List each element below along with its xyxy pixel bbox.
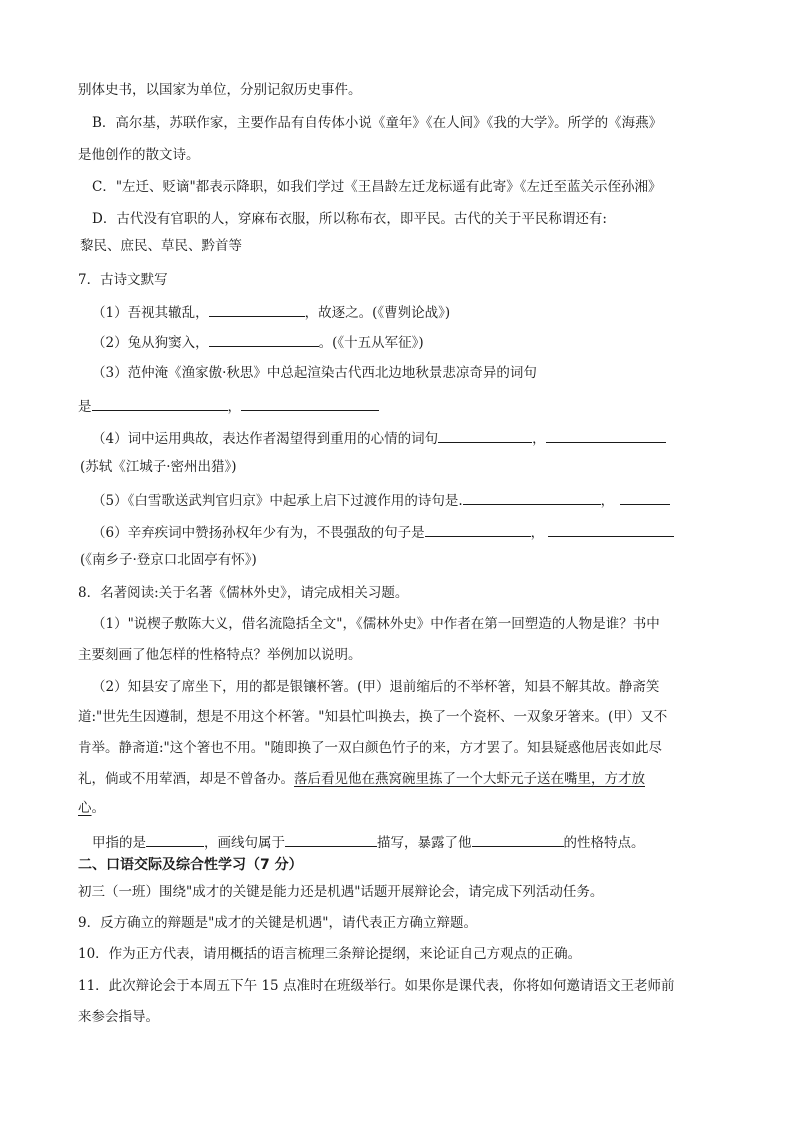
question-11: 11．此次辩论会于本周五下午 15 点准时在班级举行。如果你是课代表，你将如何邀请语文王老师前 (78, 978, 675, 994)
question-7-6 (92, 521, 674, 541)
question-7-4 (92, 427, 666, 447)
question-text: 礼，倘或不用荤酒，却是不曾备办。 (78, 771, 294, 787)
answer-blank[interactable] (92, 395, 228, 411)
question-text: 描写，暴露了他 (377, 835, 472, 851)
text-line (78, 769, 645, 789)
answer-blank[interactable] (438, 427, 532, 443)
question-text: 甲指的是 (92, 835, 146, 851)
question-text: （5）《白雪歌送武判官归京》中起承上启下过渡作用的诗句是. (92, 493, 463, 509)
question-text: （1）吾视其辙乱， (92, 305, 209, 321)
option-d-line: D．古代没有官职的人，穿麻布衣服，所以称布衣，即平民。古代的关于平民称谓还有: (92, 211, 607, 227)
question-7-4-source: (苏轼《江城子·密州出猎》) (80, 459, 237, 475)
answer-blank[interactable] (548, 521, 674, 537)
question-8-fill-line (92, 831, 645, 851)
section-heading: 二、口语交际及综合性学习（7 分） (78, 857, 303, 873)
question-text: ， (600, 493, 615, 509)
answer-blank[interactable] (241, 395, 379, 411)
question-7-5 (92, 489, 670, 509)
underlined-sentence: 心 (78, 800, 92, 816)
question-text: ， (532, 431, 546, 447)
text-line: 主要刻画了他怎样的性格特点？举例加以说明。 (78, 647, 362, 663)
question-7-6-source: (《南乡子·登京口北固亭有怀》) (80, 552, 257, 568)
text-line: 来参会指导。 (78, 1009, 159, 1025)
question-9: 9．反方确立的辩题是"成才的关键是机遇"，请代表正方确立辩题。 (78, 915, 478, 931)
answer-blank[interactable] (285, 831, 377, 847)
question-text: 。 (91, 800, 105, 816)
answer-blank[interactable] (546, 427, 666, 443)
answer-blank[interactable] (620, 489, 670, 505)
answer-blank[interactable] (472, 831, 564, 847)
answer-blank[interactable] (209, 301, 305, 317)
question-7-1 (92, 301, 450, 321)
question-8-2: （2）知县安了席坐下，用的都是银镶杯箸。(甲）退前缩后的不举杯箸，知县不解其故。静斋笑 (92, 679, 660, 695)
question-8-title: 8．名著阅读:关于名著《儒林外史》，请完成相关习题。 (78, 585, 409, 601)
question-text: （2）兔从狗窦入， (92, 335, 209, 351)
answer-blank[interactable] (146, 831, 204, 847)
text-line: 道:"世先生因遵制，想是不用这个杯箸。"知县忙叫换去，换了一个瓷杯、一双象牙箸来。(甲）又不 (78, 709, 668, 725)
text-line: 别体史书，以国家为单位，分别记叙历史事件。 (78, 82, 362, 98)
answer-blank[interactable] (463, 489, 601, 505)
underlined-sentence: 落后看见他在燕窝碗里拣了一个大虾元子送在嘴里，方才放 (294, 771, 645, 787)
question-10: 10．作为正方代表，请用概括的语言梳理三条辩论提纲，来论证自己方观点的正确。 (78, 946, 582, 962)
option-b-line: B．高尔基，苏联作家，主要作品有自传体小说《童年》《在人间》《我的大学》。所学的《海燕》 (92, 115, 663, 131)
question-text: ，画线句属于 (204, 835, 285, 851)
answer-blank[interactable] (209, 331, 319, 347)
question-text: ，故逐之。(《曹刿论战》) (304, 305, 451, 321)
question-text: 。(《十五从军征》) (318, 335, 424, 351)
text-line: 肯举。静斋道:"这个箸也不用。"随即换了一双白颜色竹子的来，方才罢了。知县疑惑他居丧如此尽 (78, 740, 662, 756)
text-line: 是他创作的散文诗。 (78, 147, 200, 163)
question-text: 的性格特点。 (563, 835, 645, 851)
question-7-3-answer (78, 395, 379, 415)
question-text: （6）辛弃疾词中赞扬孙权年少有为，不畏强敌的句子是 (92, 525, 425, 541)
option-c-line: C．"左迁、贬谪"都表示降职，如我们学过《王昌龄左迁龙标遥有此寄》《左迁至蓝关示侄孙湘》 (92, 179, 662, 195)
answer-blank[interactable] (425, 521, 531, 537)
question-text: 是 (78, 399, 92, 415)
question-7-3: （3）范仲淹《渔家傲·秋思》中总起渲染古代西北边地秋景悲凉奇异的词句 (92, 365, 537, 381)
text-line (78, 798, 105, 818)
text-line: 黎民、庶民、草民、黔首等 (80, 238, 242, 254)
question-7-2 (92, 331, 424, 351)
question-7-title: 7．古诗文默写 (78, 272, 168, 288)
section-intro: 初三（一班）围绕"成才的关键是能力还是机遇"话题开展辩论会，请完成下列活动任务。 (78, 884, 604, 900)
question-text: ， (530, 525, 545, 541)
question-8-1: （1）"说楔子敷陈大义，借名流隐括全文"，《儒林外史》中作者在第一回塑造的人物是谁？书中 (92, 616, 660, 632)
question-text: ， (227, 399, 241, 415)
question-text: （4）词中运用典故，表达作者渴望得到重用的心情的词句 (92, 431, 439, 447)
